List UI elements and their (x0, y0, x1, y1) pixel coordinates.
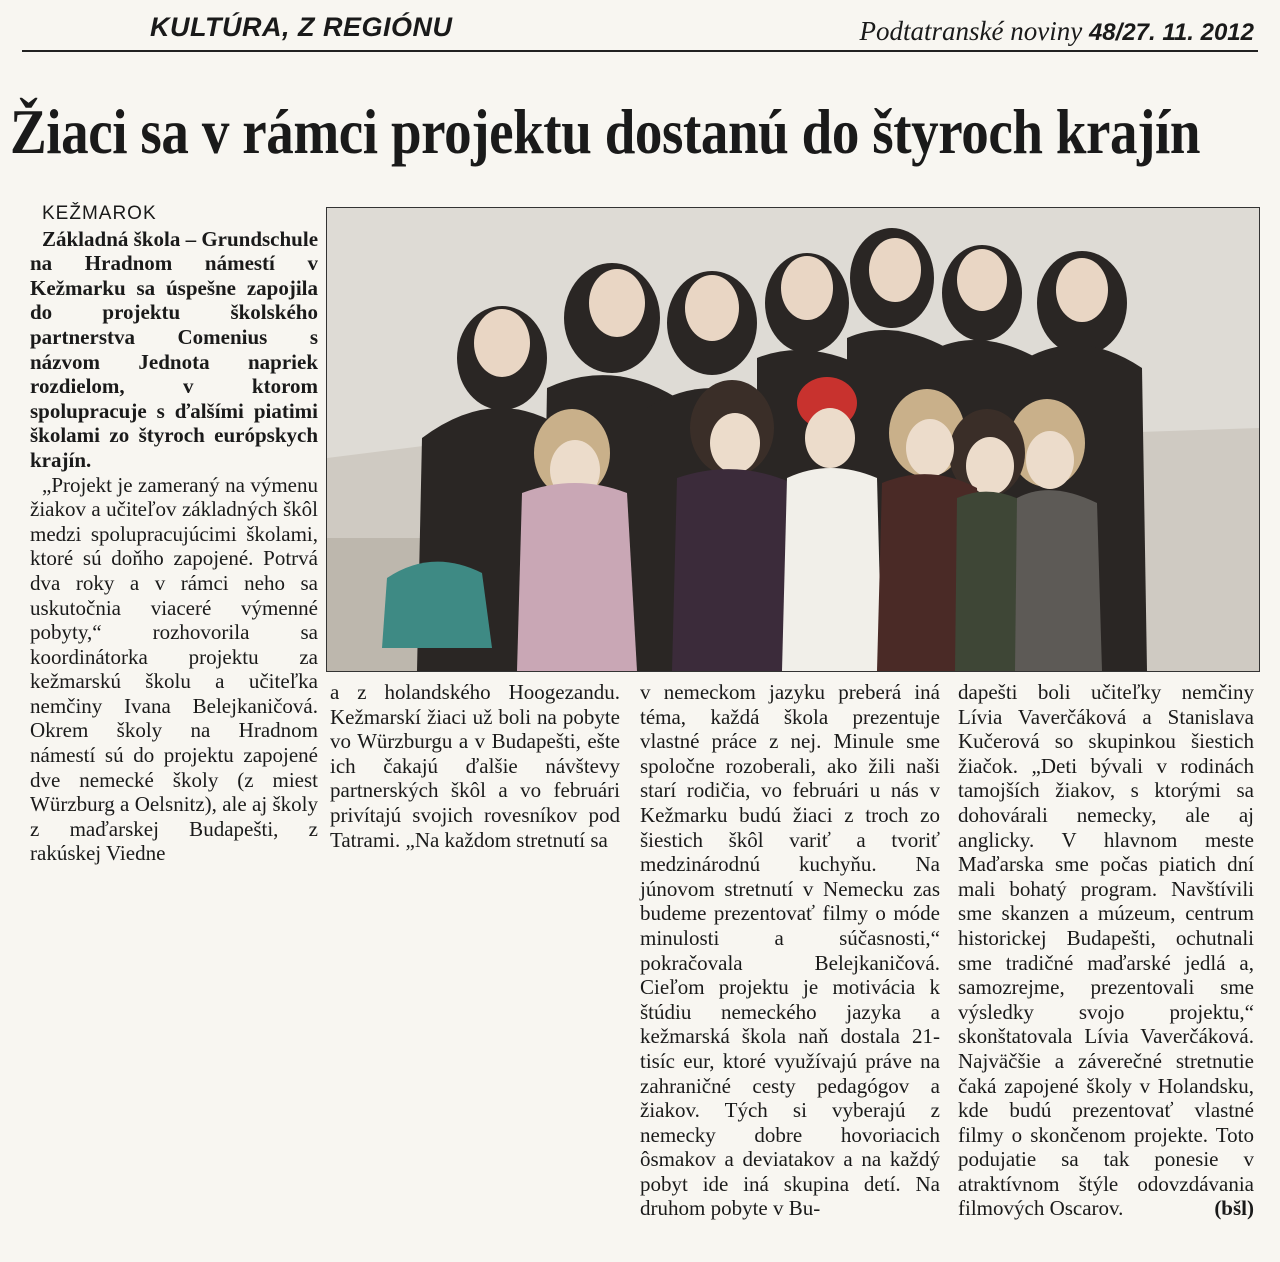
dateline: KEŽMAROK (42, 203, 157, 224)
group-photo-illustration (327, 208, 1259, 671)
column-1 (30, 202, 318, 866)
column-4 (958, 680, 1254, 1221)
body-text-4: dapešti boli učiteľky nemčiny Lívia Vaverčáková a Stanislava Kučerová so skupinkou šiestich žiačok. „Deti bývali v rodinách tamojších žiakov, s ktorými sa dohovárali nemecky, ale aj anglicky. V hlavnom meste Maďarska sme počas piatich dní mali bohatý program. Navštívili sme skanzen a múzeum, centrum historickej Budapešti, ochutnali sme tradičné maďarské jedlá a, samozrejme, prezentovali sme výsledky svojo projektu,“ skonštatovala Lívia Vaverčáková. Najväčšie a záverečné stretnutie čaká zapojené školy v Holandsku, kde budú prezentovať vlastné filmy o skončenom projekte. Toto podujatie sa tak ponesie v atraktívnom štýle odovzdávania filmových Oscarov. (958, 680, 1254, 1221)
column-2 (330, 680, 620, 852)
column-3 (640, 680, 940, 1221)
header-rule (22, 50, 1258, 52)
issue-date: 48/27. 11. 2012 (1088, 19, 1254, 46)
newspaper-name: Podtatranské noviny (859, 16, 1083, 46)
body-paragraph-3: v nemeckom jazyku preberá iná téma, každá škola prezentuje vlastné práce z nej. Minule sme spoločne rozoberali, ako žili naši starí rodičia, vo februári u nás v Kežmarku budú žiaci z troch zo šiestich škôl variť a tvoriť medzinárodnú kuchyňu. Na júnovom stretnutí v Nemecku zas budeme prezentovať filmy o móde minulosti a súčasnosti,“ pokračovala Belejkaničová. Cieľom projektu je motivácia k štúdiu nemeckého jazyka a kežmarská škola naň dostala 21-tisíc eur, ktoré využívajú práve na zahraničné cesty pedagógov a žiakov. Tých si vyberajú z nemecky dobre hovoriacich ôsmakov a deviatakov a na každý pobyt ide iná skupina detí. Na druhom pobyte v Bu- (640, 680, 940, 1221)
body-paragraph-2: a z holandského Hoogezandu. Kežmarskí žiaci už boli na pobyte vo Würzburgu a v Budapešti, ešte ich čakajú ďalšie návštevy partnerských škôl a vo februári privítajú svojich rovesníkov pod Tatrami. „Na každom stretnutí sa (330, 680, 620, 852)
body-paragraph-4 (958, 680, 1254, 1221)
body-paragraph-1: „Projekt je zameraný na výmenu žiakov a učiteľov základných škôl medzi spolupracujúcimi školami, ktoré sú doňho zapojené. Potrvá dva roky a v rámci neho sa uskutočnia viaceré výmenné pobyty,“ rozhovorila sa koordinátorka projektu za kežmarskú školu a učiteľka nemčiny Ivana Belejkaničová. Okrem školy na Hradnom námestí sú do projektu zapojené dve nemecké školy (z miest Würzburg a Oelsnitz), ale aj školy z maďarskej Budapešti, z rakúskej Viedne (30, 472, 318, 866)
masthead (860, 16, 1255, 47)
headline: Žiaci sa v rámci projektu dostanú do štyroch krajín (10, 96, 1201, 167)
group-photo (326, 207, 1260, 672)
section-label: KULTÚRA, Z REGIÓNU (150, 12, 453, 42)
author-signature: (bšl) (1214, 1196, 1254, 1221)
lead-paragraph: Základná škola – Grundschule na Hradnom námestí v Kežmarku sa úspešne zapojila do projektu školského partnerstva Comenius s názvom Jednota napriek rozdielom, v ktorom spolupracuje s ďalšími piatimi školami zo štyroch európskych krajín. (30, 226, 319, 472)
